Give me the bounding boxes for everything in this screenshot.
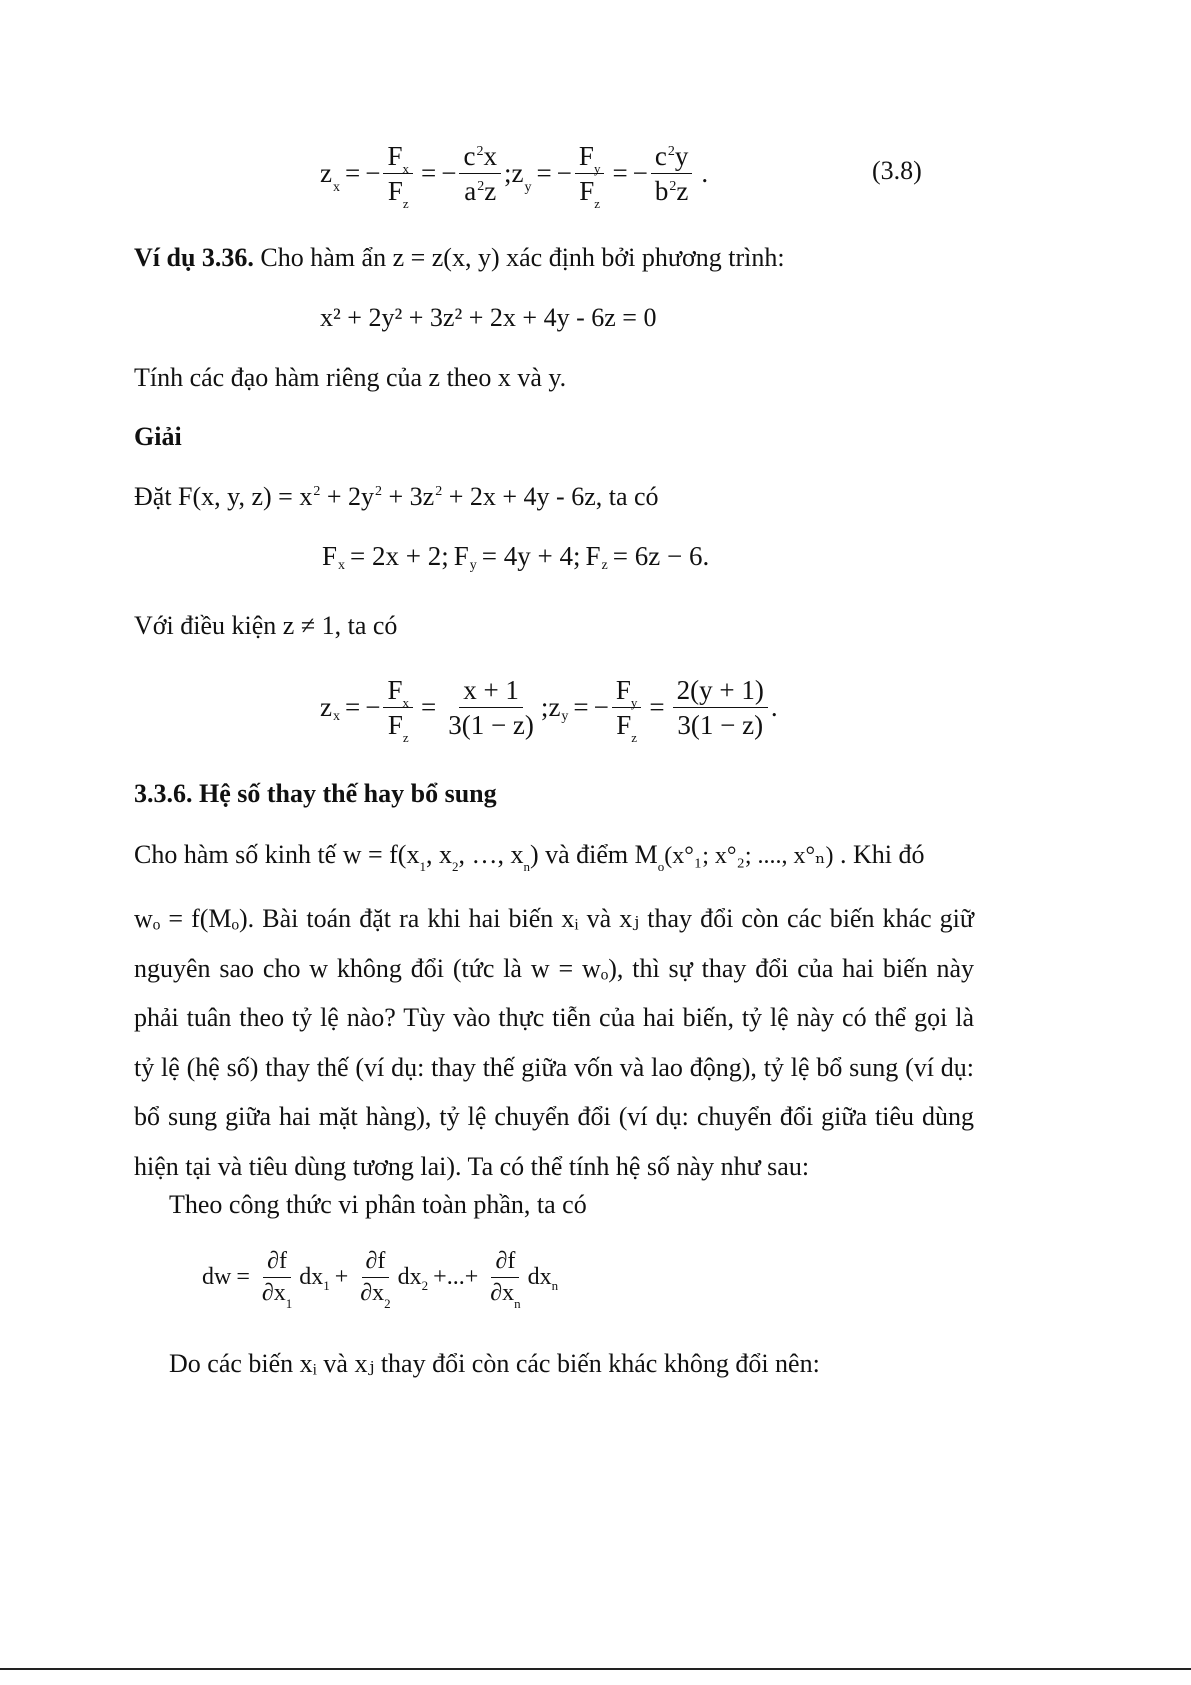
example-equation: x² + 2y² + 3z² + 2x + 4y - 6z = 0 [320, 303, 657, 332]
math-subscript: x [332, 708, 340, 724]
subscript: 2 [421, 1277, 429, 1293]
math-symbol: ∂x [261, 1280, 286, 1307]
paragraph-line: bổ sung giữa hai mặt hàng), tỷ lệ chuyển đổi (ví dụ: chuyển đổi giữa tiêu dùng [134, 1102, 974, 1131]
subscript: 2 [451, 859, 459, 874]
math-symbol: F [616, 710, 632, 741]
math-op: − [593, 692, 609, 723]
math-symbol: M [634, 840, 658, 869]
example-title: Ví dụ 3.36. [134, 243, 254, 272]
math-expression: = 2x + 2; [350, 541, 449, 571]
total-differential-equation [202, 1248, 559, 1312]
fraction-denominator: 3(1 − z) [677, 710, 764, 741]
equation-number: (3.8) [872, 156, 922, 185]
math-symbol: dx [299, 1264, 324, 1291]
math-symbol: F [585, 541, 601, 571]
equation-3-8: $z_x$ = − $\frac{F_x}{F_z}$ = − $\frac{c^2x}{a^2z}$ ; $z_y$ = − $\frac{F_y}{F_z}$ = − $\frac{c^2y}{b^2z}$ . [320, 141, 709, 212]
superscript: 2 [435, 484, 443, 499]
math-symbol: dw [202, 1264, 232, 1291]
text-part: ) và điểm [529, 840, 629, 869]
partial-derivatives-equation [322, 541, 714, 572]
math-subscript: z [631, 730, 638, 746]
math-op: . [770, 692, 778, 723]
set-function-line [134, 484, 659, 510]
superscript: 2 [375, 484, 383, 499]
paragraph-line: tỷ lệ (hệ số) thay thế (ví dụ: thay thế giữa vốn và lao động), tỷ lệ bổ sung (ví dụ: [134, 1052, 974, 1082]
page-bottom-rule [0, 1668, 1191, 1670]
fraction [356, 1248, 394, 1312]
fraction-denominator: 3(1 − z) [448, 710, 534, 741]
paragraph-line: phải tuân theo tỷ lệ nào? Tùy vào thực tiễn của hai biến, tỷ lệ này có thể gọi là [134, 1003, 974, 1032]
condition-text: , ta có [334, 611, 398, 640]
section-title: 3.3.6. Hệ số thay thế hay bổ sung [134, 779, 497, 808]
total-diff-intro: Theo công thức vi phân toàn phần, ta có [169, 1190, 587, 1219]
math-subscript: z [601, 557, 608, 573]
example-task: Tính các đạo hàm riêng của z theo x và y. [134, 363, 567, 392]
math-expression: = 6z − 6. [612, 541, 710, 571]
math-symbol: F [615, 675, 631, 705]
subscript: 1 [323, 1277, 330, 1293]
math-subscript: x [402, 695, 409, 710]
text-part: , x [425, 840, 452, 869]
subscript: o [657, 859, 665, 874]
point-coords: (x°₁; x°₂; ...., x°ₙ) [664, 843, 834, 869]
math-op: = [344, 692, 361, 723]
math-subscript: y [469, 557, 477, 573]
condition-line [134, 613, 397, 639]
example-intro [134, 245, 785, 271]
math-op: − [365, 692, 381, 723]
fraction-numerator: ∂f [362, 1249, 390, 1278]
math-subscript: y [561, 708, 569, 724]
set-line-part: + 2y [320, 482, 375, 511]
math-symbol: F [453, 541, 469, 571]
math-symbol: F [387, 675, 403, 705]
fraction-numerator: ∂f [491, 1249, 519, 1278]
math-symbol: ∂x [490, 1280, 515, 1307]
fraction [444, 676, 538, 740]
fraction [258, 1248, 296, 1312]
condition-text: Với điều kiện [134, 611, 277, 640]
math-op: = [649, 692, 665, 723]
fraction [612, 675, 642, 746]
fraction-numerator: ∂f [263, 1249, 291, 1278]
math-op: = [236, 1264, 250, 1291]
fraction-numerator: 2(y + 1) [673, 676, 768, 708]
math-subscript: y [630, 695, 638, 710]
superscript: 2 [313, 484, 321, 499]
section-paragraph [134, 894, 974, 1191]
math-symbol: F [322, 541, 338, 571]
fraction [486, 1248, 524, 1312]
fraction [383, 675, 413, 746]
math-subscript: z [402, 730, 409, 746]
example-intro-text: Cho hàm ẩn z = z(x, y) xác định bởi phương trình: [260, 243, 785, 272]
fraction [673, 676, 768, 740]
set-line-part: + 3z [382, 482, 435, 511]
subscript: n [523, 859, 530, 874]
subscript: 2 [384, 1296, 391, 1312]
solution-heading: Giải [134, 422, 182, 451]
math-op: +...+ [433, 1264, 479, 1291]
math-symbol: ∂x [360, 1280, 385, 1307]
paragraph-line: nguyên sao cho w không đổi (tức là w = wₒ), thì sự thay đổi của hai biến này [134, 953, 974, 983]
subscript: n [514, 1296, 521, 1312]
subscript: n [551, 1277, 559, 1293]
closing-line: Do các biến xᵢ và xⱼ thay đổi còn các biến khác không đổi nên: [169, 1349, 820, 1378]
math-expression: = 4y + 4; [481, 541, 581, 571]
text-part: . Khi đó [840, 840, 925, 869]
math-symbol: dx [527, 1264, 552, 1291]
result-equation [320, 675, 778, 746]
text-part: , …, x [458, 840, 524, 869]
math-op: ; [540, 692, 549, 723]
math-symbol: z [548, 692, 561, 723]
math-op: + [334, 1264, 349, 1291]
set-line-part: Đặt F(x, y, z) = x [134, 482, 313, 511]
math-symbol: z [320, 692, 332, 723]
math-op: = [420, 692, 437, 723]
paragraph-line: wₒ = f(Mₒ). Bài toán đặt ra khi hai biến xᵢ và xⱼ thay đổi còn các biến khác giữ [134, 904, 974, 933]
math-symbol: F [387, 710, 403, 741]
paragraph-line: hiện tại và tiêu dùng tương lai). Ta có thể tính hệ số này như sau: [134, 1151, 810, 1181]
fraction-numerator: x + 1 [459, 676, 523, 708]
math-op: = [573, 692, 589, 723]
text-part: Cho hàm số kinh tế w = f(x [134, 840, 420, 869]
math-subscript: x [338, 557, 346, 573]
subscript: 1 [419, 859, 426, 874]
subscript: 1 [285, 1296, 293, 1312]
condition-math: z ≠ 1 [282, 611, 335, 640]
section-line-1 [134, 840, 925, 874]
math-symbol: dx [397, 1264, 422, 1291]
set-line-part: + 2x + 4y - 6z, ta có [442, 482, 659, 511]
